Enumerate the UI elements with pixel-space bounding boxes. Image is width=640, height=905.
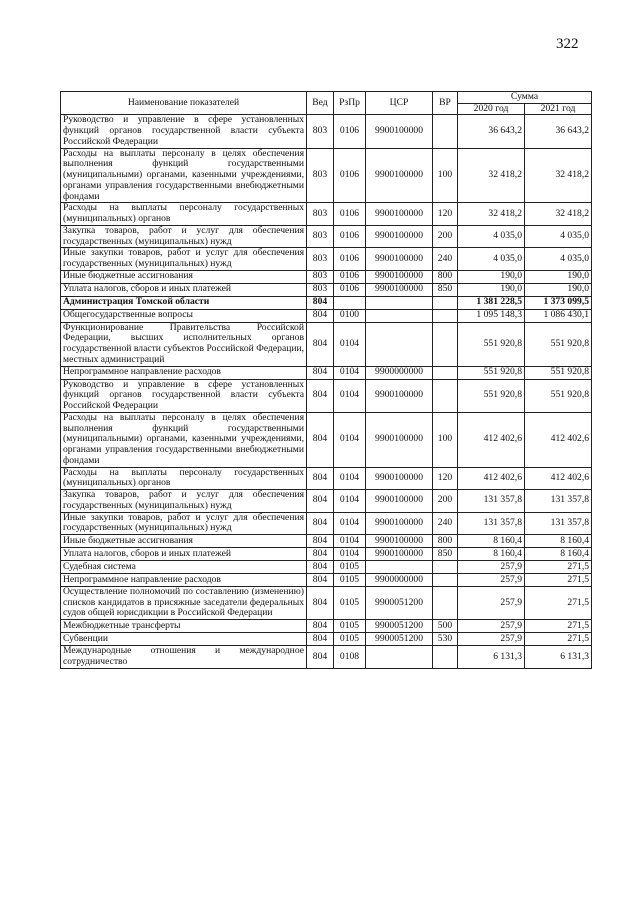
row-sum-2021: 271,5 <box>525 586 592 619</box>
row-sum-2020: 4 035,0 <box>458 248 525 270</box>
row-vr: 240 <box>433 248 458 270</box>
row-ved: 804 <box>307 322 334 366</box>
row-name: Осуществление полномочий по составлению (изменению) списков кандидатов в присяжные заседатели федеральных судов общей юрисдикции в Российской Федерации <box>61 586 307 619</box>
row-sum-2021: 32 418,2 <box>525 203 592 225</box>
row-name: Администрация Томской области <box>61 296 307 309</box>
row-ved: 804 <box>307 366 334 379</box>
row-name: Функционирование Правительства Российской Федерации, высших исполнительных органов государственной власти субъектов Российской Федерации, местных администраций <box>61 322 307 366</box>
row-rzpr: 0106 <box>334 148 366 203</box>
row-sum-2021: 551 920,8 <box>525 366 592 379</box>
row-vr: 200 <box>433 490 458 512</box>
row-ved: 804 <box>307 412 334 467</box>
row-sum-2021: 8 160,4 <box>525 534 592 547</box>
row-ved: 804 <box>307 573 334 586</box>
row-csr: 9900000000 <box>366 573 433 586</box>
table-row <box>61 283 592 296</box>
row-rzpr: 0105 <box>334 560 366 573</box>
row-rzpr: 0104 <box>334 534 366 547</box>
row-vr: 120 <box>433 203 458 225</box>
table-row <box>61 467 592 489</box>
row-sum-2021: 4 035,0 <box>525 225 592 247</box>
table-row <box>61 203 592 225</box>
row-sum-2021: 551 920,8 <box>525 322 592 366</box>
row-csr: 9900100000 <box>366 412 433 467</box>
row-sum-2020: 190,0 <box>458 283 525 296</box>
table-row <box>61 534 592 547</box>
row-name: Руководство и управление в сфере установленных функций органов государственной власти субъекта Российской Федерации <box>61 115 307 148</box>
row-sum-2021: 412 402,6 <box>525 412 592 467</box>
row-vr: 120 <box>433 467 458 489</box>
row-ved: 804 <box>307 586 334 619</box>
row-ved: 804 <box>307 467 334 489</box>
row-sum-2021: 271,5 <box>525 633 592 646</box>
table-row <box>61 490 592 512</box>
row-csr: 9900100000 <box>366 225 433 247</box>
row-rzpr: 0106 <box>334 270 366 283</box>
row-name: Непрограммное направление расходов <box>61 366 307 379</box>
row-sum-2021: 271,5 <box>525 620 592 633</box>
row-name: Уплата налогов, сборов и иных платежей <box>61 283 307 296</box>
header-sum: Сумма <box>458 92 592 104</box>
row-sum-2020: 257,9 <box>458 633 525 646</box>
table-row <box>61 379 592 412</box>
row-sum-2020: 257,9 <box>458 586 525 619</box>
row-sum-2020: 1 095 148,3 <box>458 309 525 322</box>
row-sum-2021: 6 131,3 <box>525 646 592 668</box>
row-rzpr: 0106 <box>334 225 366 247</box>
table-row <box>61 560 592 573</box>
row-vr <box>433 586 458 619</box>
row-ved: 804 <box>307 296 334 309</box>
table-body <box>61 115 592 668</box>
row-sum-2020: 32 418,2 <box>458 148 525 203</box>
row-rzpr: 0106 <box>334 283 366 296</box>
row-sum-2020: 412 402,6 <box>458 467 525 489</box>
table-row <box>61 270 592 283</box>
table-row <box>61 573 592 586</box>
row-csr <box>366 560 433 573</box>
row-ved: 804 <box>307 379 334 412</box>
row-rzpr: 0104 <box>334 547 366 560</box>
row-csr: 9900100000 <box>366 547 433 560</box>
row-sum-2021: 32 418,2 <box>525 148 592 203</box>
row-rzpr: 0104 <box>334 412 366 467</box>
table-row <box>61 620 592 633</box>
row-vr: 100 <box>433 412 458 467</box>
table-row <box>61 225 592 247</box>
row-ved: 803 <box>307 248 334 270</box>
row-rzpr: 0105 <box>334 573 366 586</box>
row-sum-2021: 4 035,0 <box>525 248 592 270</box>
row-sum-2020: 8 160,4 <box>458 547 525 560</box>
row-ved: 804 <box>307 560 334 573</box>
table-row <box>61 296 592 309</box>
row-sum-2020: 8 160,4 <box>458 534 525 547</box>
table-row <box>61 412 592 467</box>
row-csr: 9900051200 <box>366 586 433 619</box>
row-sum-2021: 412 402,6 <box>525 467 592 489</box>
row-name: Иные бюджетные ассигнования <box>61 534 307 547</box>
row-name: Субвенции <box>61 633 307 646</box>
row-csr: 9900100000 <box>366 270 433 283</box>
row-ved: 804 <box>307 490 334 512</box>
table-row <box>61 547 592 560</box>
row-sum-2020: 412 402,6 <box>458 412 525 467</box>
row-vr <box>433 296 458 309</box>
row-ved: 803 <box>307 270 334 283</box>
row-vr <box>433 573 458 586</box>
row-name: Уплата налогов, сборов и иных платежей <box>61 547 307 560</box>
row-sum-2020: 6 131,3 <box>458 646 525 668</box>
row-name: Расходы на выплаты персоналу в целях обеспечения выполнения функций государственными (муниципальными) органами, казенными учреждениями, органами управления государственными внебюджетными фондами <box>61 148 307 203</box>
row-csr: 9900100000 <box>366 467 433 489</box>
row-ved: 803 <box>307 148 334 203</box>
table-row <box>61 586 592 619</box>
row-rzpr: 0104 <box>334 322 366 366</box>
row-sum-2020: 131 357,8 <box>458 490 525 512</box>
row-sum-2021: 36 643,2 <box>525 115 592 148</box>
row-ved: 803 <box>307 115 334 148</box>
row-csr: 9900100000 <box>366 379 433 412</box>
row-sum-2021: 1 086 430,1 <box>525 309 592 322</box>
row-sum-2020: 131 357,8 <box>458 512 525 534</box>
row-sum-2020: 36 643,2 <box>458 115 525 148</box>
row-name: Непрограммное направление расходов <box>61 573 307 586</box>
row-sum-2020: 551 920,8 <box>458 379 525 412</box>
row-rzpr: 0100 <box>334 309 366 322</box>
row-rzpr: 0104 <box>334 379 366 412</box>
table-row <box>61 366 592 379</box>
row-ved: 804 <box>307 512 334 534</box>
row-csr: 9900100000 <box>366 115 433 148</box>
row-vr <box>433 309 458 322</box>
row-csr: 9900100000 <box>366 534 433 547</box>
row-vr <box>433 379 458 412</box>
table-row <box>61 322 592 366</box>
table-row <box>61 646 592 668</box>
header-csr: ЦСР <box>366 92 433 115</box>
row-csr: 9900051200 <box>366 620 433 633</box>
row-csr: 9900100000 <box>366 148 433 203</box>
row-rzpr: 0108 <box>334 646 366 668</box>
row-vr: 200 <box>433 225 458 247</box>
row-sum-2020: 257,9 <box>458 573 525 586</box>
row-csr: 9900100000 <box>366 248 433 270</box>
row-ved: 803 <box>307 225 334 247</box>
row-sum-2021: 1 373 099,5 <box>525 296 592 309</box>
header-year-2020: 2020 год <box>458 103 525 115</box>
table-row <box>61 248 592 270</box>
row-name: Расходы на выплаты персоналу государственных (муниципальных) органов <box>61 203 307 225</box>
row-rzpr: 0106 <box>334 115 366 148</box>
row-vr <box>433 322 458 366</box>
row-vr: 500 <box>433 620 458 633</box>
row-rzpr: 0105 <box>334 586 366 619</box>
row-ved: 803 <box>307 203 334 225</box>
page-number: 322 <box>556 36 579 52</box>
row-rzpr: 0106 <box>334 203 366 225</box>
row-sum-2020: 32 418,2 <box>458 203 525 225</box>
row-sum-2021: 551 920,8 <box>525 379 592 412</box>
row-sum-2020: 4 035,0 <box>458 225 525 247</box>
row-vr: 240 <box>433 512 458 534</box>
row-vr: 800 <box>433 534 458 547</box>
row-csr <box>366 646 433 668</box>
row-rzpr: 0104 <box>334 366 366 379</box>
row-name: Иные закупки товаров, работ и услуг для обеспечения государственных (муниципальных) нужд <box>61 248 307 270</box>
row-csr: 9900100000 <box>366 490 433 512</box>
header-name: Наименование показателей <box>61 92 307 115</box>
row-sum-2020: 1 381 228,5 <box>458 296 525 309</box>
row-vr: 530 <box>433 633 458 646</box>
row-vr: 800 <box>433 270 458 283</box>
row-rzpr: 0104 <box>334 490 366 512</box>
row-vr: 850 <box>433 283 458 296</box>
table-row <box>61 148 592 203</box>
row-name: Иные бюджетные ассигнования <box>61 270 307 283</box>
row-sum-2021: 271,5 <box>525 560 592 573</box>
row-sum-2021: 190,0 <box>525 283 592 296</box>
row-sum-2021: 131 357,8 <box>525 490 592 512</box>
row-ved: 804 <box>307 620 334 633</box>
row-name: Закупка товаров, работ и услуг для обеспечения государственных (муниципальных) нужд <box>61 225 307 247</box>
header-vr: ВР <box>433 92 458 115</box>
row-name: Общегосударственные вопросы <box>61 309 307 322</box>
row-sum-2020: 551 920,8 <box>458 322 525 366</box>
row-ved: 804 <box>307 547 334 560</box>
row-csr: 9900100000 <box>366 283 433 296</box>
table-header <box>61 92 592 115</box>
row-sum-2020: 551 920,8 <box>458 366 525 379</box>
row-name: Судебная система <box>61 560 307 573</box>
row-ved: 804 <box>307 646 334 668</box>
table-row <box>61 309 592 322</box>
budget-table <box>60 91 592 669</box>
table-row <box>61 115 592 148</box>
row-rzpr: 0105 <box>334 633 366 646</box>
row-csr: 9900051200 <box>366 633 433 646</box>
row-csr <box>366 296 433 309</box>
row-name: Международные отношения и международное сотрудничество <box>61 646 307 668</box>
row-rzpr: 0105 <box>334 620 366 633</box>
header-rzpr: РзПр <box>334 92 366 115</box>
row-rzpr: 0104 <box>334 512 366 534</box>
row-sum-2021: 8 160,4 <box>525 547 592 560</box>
row-vr <box>433 366 458 379</box>
table-row <box>61 633 592 646</box>
row-vr <box>433 646 458 668</box>
row-csr <box>366 322 433 366</box>
row-sum-2021: 131 357,8 <box>525 512 592 534</box>
row-sum-2020: 257,9 <box>458 620 525 633</box>
row-ved: 804 <box>307 309 334 322</box>
row-rzpr <box>334 296 366 309</box>
row-ved: 803 <box>307 283 334 296</box>
row-vr <box>433 115 458 148</box>
row-name: Иные закупки товаров, работ и услуг для обеспечения государственных (муниципальных) нужд <box>61 512 307 534</box>
header-ved: Вед <box>307 92 334 115</box>
row-name: Межбюджетные трансферты <box>61 620 307 633</box>
table-row <box>61 512 592 534</box>
row-csr: 9900100000 <box>366 203 433 225</box>
header-year-2021: 2021 год <box>525 103 592 115</box>
row-vr <box>433 560 458 573</box>
row-rzpr: 0106 <box>334 248 366 270</box>
row-csr: 9900000000 <box>366 366 433 379</box>
row-name: Расходы на выплаты персоналу государственных (муниципальных) органов <box>61 467 307 489</box>
row-ved: 804 <box>307 633 334 646</box>
row-sum-2020: 190,0 <box>458 270 525 283</box>
row-vr: 850 <box>433 547 458 560</box>
row-rzpr: 0104 <box>334 467 366 489</box>
row-sum-2020: 257,9 <box>458 560 525 573</box>
row-csr <box>366 309 433 322</box>
row-sum-2021: 271,5 <box>525 573 592 586</box>
row-name: Закупка товаров, работ и услуг для обеспечения государственных (муниципальных) нужд <box>61 490 307 512</box>
row-ved: 804 <box>307 534 334 547</box>
row-csr: 9900100000 <box>366 512 433 534</box>
row-sum-2021: 190,0 <box>525 270 592 283</box>
row-name: Руководство и управление в сфере установленных функций органов государственной власти субъекта Российской Федерации <box>61 379 307 412</box>
row-vr: 100 <box>433 148 458 203</box>
row-name: Расходы на выплаты персоналу в целях обеспечения выполнения функций государственными (муниципальными) органами, казенными учреждениями, органами управления государственными внебюджетными фондами <box>61 412 307 467</box>
